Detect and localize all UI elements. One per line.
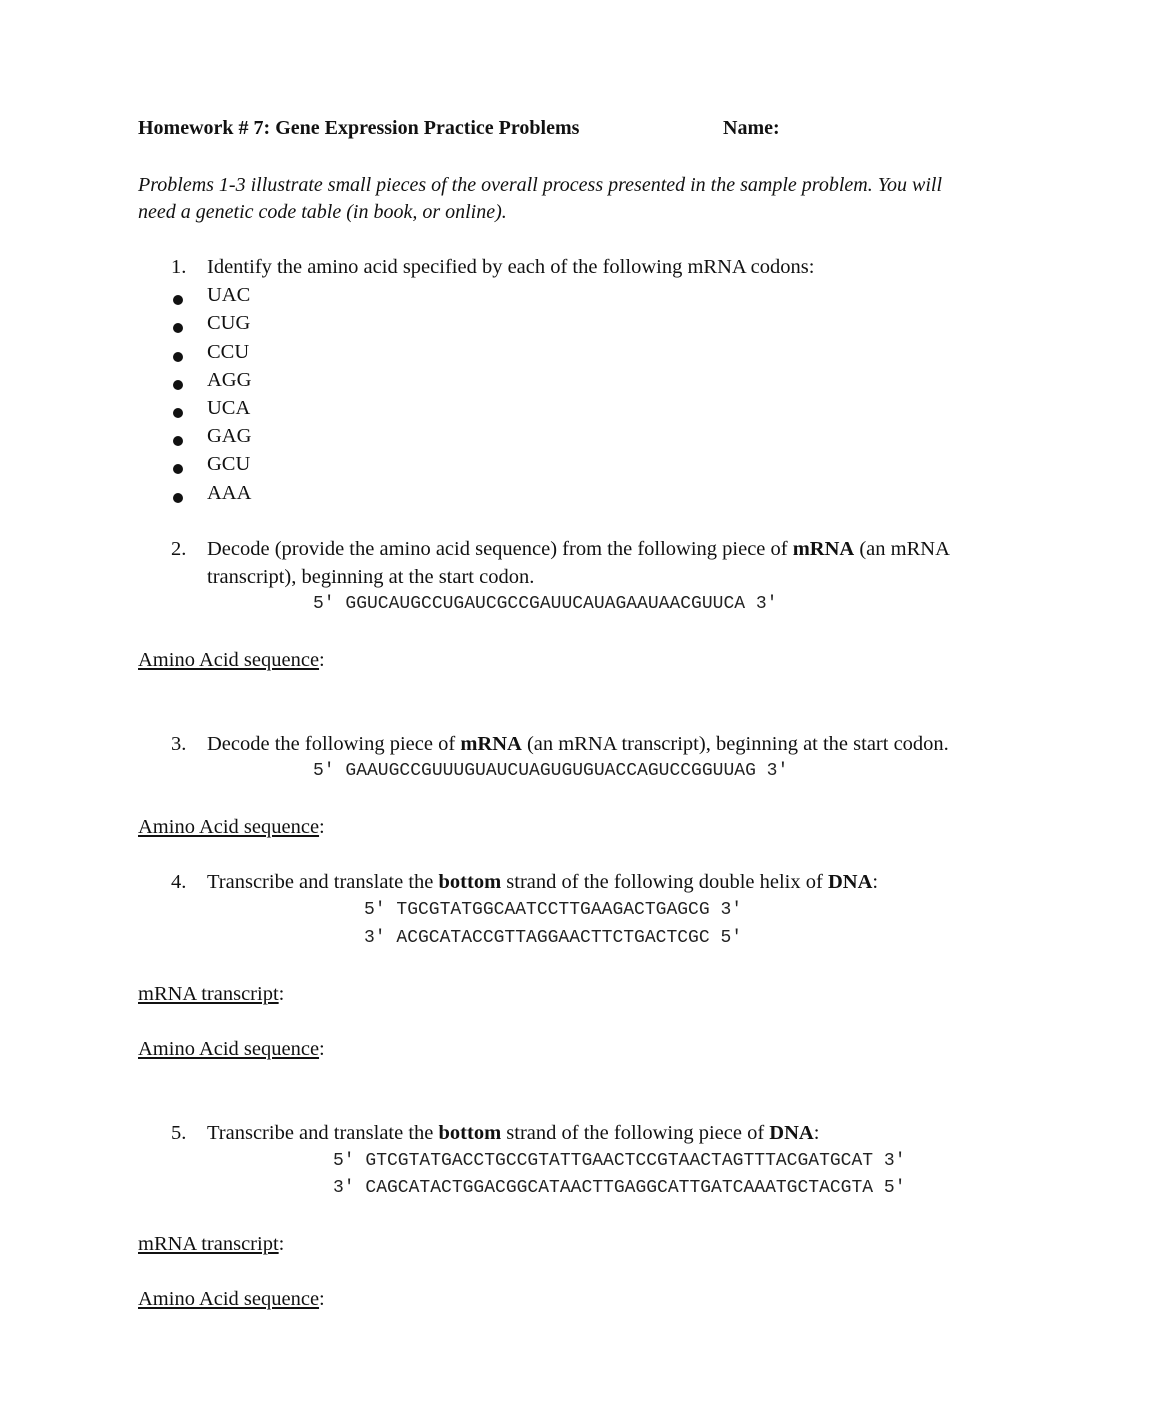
bullet-icon [173,493,183,503]
codon-item: GAG [207,425,252,447]
q5-answer-label: Amino Acid sequence: [138,1288,325,1310]
q3-number: 3. [171,733,187,755]
codon-item: CCU [207,341,250,363]
q4-text: Transcribe and translate the bottom strand of the following double helix of DNA: [207,871,879,893]
bullet-icon [173,295,183,305]
q5-text: Transcribe and translate the bottom strand of the following piece of DNA: [207,1122,820,1144]
codon-item: UAC [207,284,251,306]
q3-text: Decode the following piece of mRNA (an mRNA transcript), beginning at the start codon. [207,733,949,755]
q5-mrna-label: mRNA transcript: [138,1233,285,1255]
q5-dna-bottom-strand: 3′ CAGCATACTGGACGGCATAACTTGAGGCATTGATCAAATGCTACGTA 5′ [333,1178,906,1198]
bullet-icon [173,323,183,333]
codon-item: GCU [207,453,251,475]
q5-number: 5. [171,1122,187,1144]
q3-answer-label: Amino Acid sequence: [138,816,325,838]
q4-mrna-label: mRNA transcript: [138,983,285,1005]
page-title: Homework # 7: Gene Expression Practice Problems [138,117,580,139]
q2-text-line-2: transcript), beginning at the start codon. [207,566,535,588]
bullet-icon [173,464,183,474]
bullet-icon [173,380,183,390]
intro-line-1: Problems 1-3 illustrate small pieces of the overall process presented in the sample problem. You will [138,174,942,196]
q1-text: Identify the amino acid specified by each of the following mRNA codons: [207,256,815,278]
q2-number: 2. [171,538,187,560]
intro-line-2: need a genetic code table (in book, or online). [138,201,507,223]
q4-answer-label: Amino Acid sequence: [138,1038,325,1060]
q2-text: Decode (provide the amino acid sequence) from the following piece of mRNA (an mRNA [207,538,950,560]
q1-number: 1. [171,256,187,278]
codon-item: AAA [207,482,252,504]
codon-item: CUG [207,312,251,334]
codon-item: UCA [207,397,251,419]
bullet-icon [173,408,183,418]
codon-item: AGG [207,369,252,391]
q2-answer-label: Amino Acid sequence: [138,649,325,671]
q4-dna-top-strand: 5′ TGCGTATGGCAATCCTTGAAGACTGAGCG 3′ [364,900,743,920]
q4-number: 4. [171,871,187,893]
name-label: Name: [723,117,780,139]
bullet-icon [173,352,183,362]
q3-mrna-sequence: 5′ GAAUGCCGUUUGUAUCUAGUGUGUACCAGUCCGGUUAG 3′ [313,761,789,781]
q4-dna-bottom-strand: 3′ ACGCATACCGTTAGGAACTTCTGACTCGC 5′ [364,928,743,948]
bullet-icon [173,436,183,446]
q2-mrna-sequence: 5′ GGUCAUGCCUGAUCGCCGAUUCAUAGAAUAACGUUCA 3′ [313,594,778,614]
q5-dna-top-strand: 5′ GTCGTATGACCTGCCGTATTGAACTCCGTAACTAGTTTACGATGCAT 3' [333,1151,906,1171]
